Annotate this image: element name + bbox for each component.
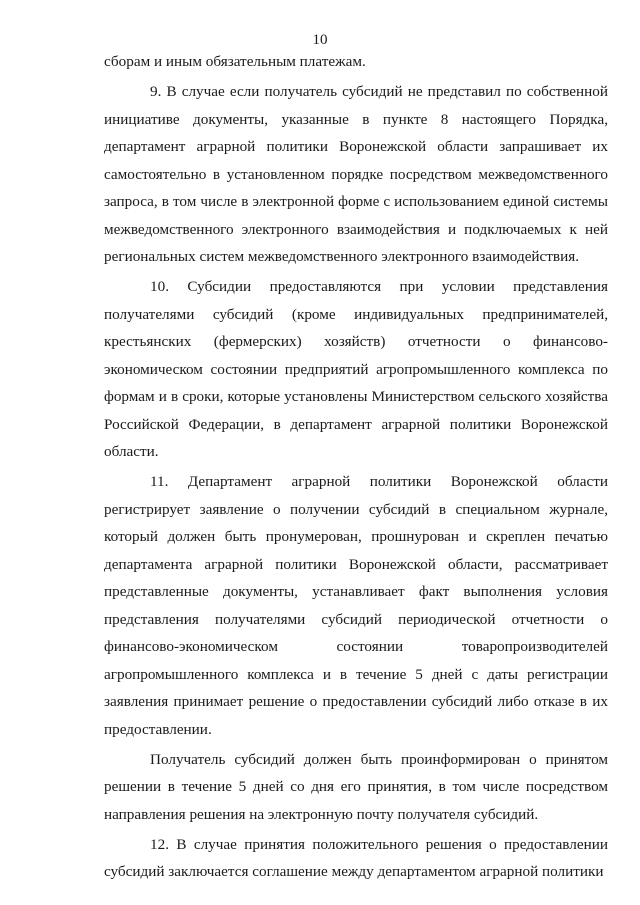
- paragraph-item-11-notice: Получатель субсидий должен быть проинформирован о принятом решении в течение 5 дней со дня его принятия, в том числе посредством направления решения на электронную почту получателя субсидий.: [104, 750, 608, 823]
- paragraph-item-11: 11. Департамент аграрной политики Воронежской области регистрирует заявление о получении субсидий в специальном журнале, который должен быть пронумерован, прошнурован и скреплен печатью департамента аграрной политики Воронежской области, рассматривает представленные документы, устанавливает факт выполнения условия представления получателями субсидий периодической отчетности о финансово-экономическом состоянии товаропроизводителей агропромышленного комплекса и в течение 5 дней с даты регистрации заявления принимает решение о предоставлении субсидий либо отказе в их предоставлении.: [104, 473, 608, 738]
- paragraph-continuation: сборам и иным обязательным платежам.: [104, 53, 366, 70]
- page-number: 10: [312, 32, 328, 48]
- paragraph-item-9: 9. В случае если получатель субсидий не представил по собственной инициативе документы, указанные в пункте 8 настоящего Порядка, департамент аграрной политики Воронежской области запрашивает их самостоятельно в установленном порядке посредством межведомственного запроса, в том числе в электронной форме с использованием единой системы межведомственного электронного взаимодействия и подключаемых к ней региональных систем межведомственного электронного взаимодействия.: [104, 83, 608, 265]
- paragraph-item-10: 10. Субсидии предоставляются при условии представления получателями субсидий (кроме индивидуальных предпринимателей, крестьянских (фермерских) хозяйств) отчетности о финансово-экономическом состоянии предприятий агропромышленного комплекса по формам и в сроки, которые установлены Министерством сельского хозяйства Российской Федерации, в департамент аграрной политики Воронежской области.: [104, 278, 608, 460]
- paragraph-item-12: 12. В случае принятия положительного решения о предоставлении субсидий заключается соглашение между департаментом аграрной политики: [104, 835, 608, 880]
- document-body: [104, 48, 608, 888]
